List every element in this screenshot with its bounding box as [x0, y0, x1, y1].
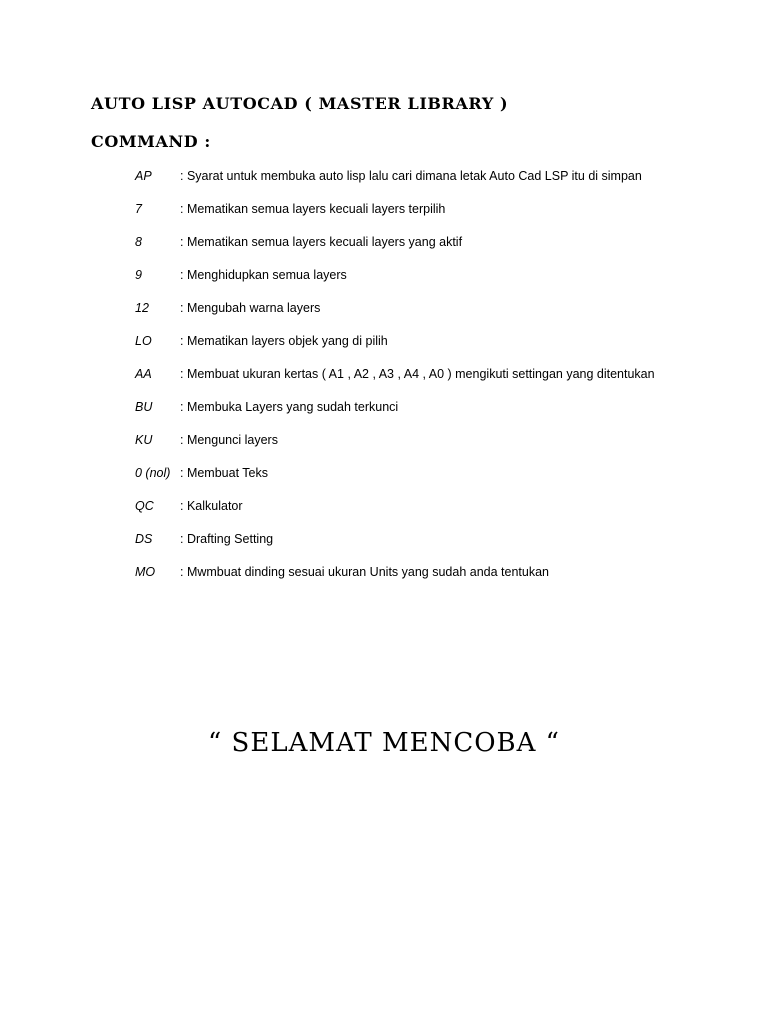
command-list	[135, 166, 695, 595]
command-description: : Mengunci layers	[180, 433, 278, 447]
command-row	[135, 364, 695, 397]
command-row	[135, 496, 695, 529]
command-row	[135, 199, 695, 232]
command-row	[135, 463, 695, 496]
command-code: LO	[135, 334, 152, 348]
command-code: 12	[135, 301, 149, 315]
command-description: : Drafting Setting	[180, 532, 274, 546]
closing-message: “ SELAMAT MENCOBA “	[208, 728, 560, 758]
command-heading: COMMAND :	[91, 132, 211, 151]
command-code: AA	[135, 367, 152, 381]
document-title: AUTO LISP AUTOCAD ( MASTER LIBRARY )	[91, 94, 509, 113]
command-row	[135, 562, 695, 595]
command-description: : Mematikan semua layers kecuali layers yang aktif	[180, 235, 463, 249]
command-description: : Membuat ukuran kertas ( A1 , A2 , A3 , A4 , A0 ) mengikuti settingan yang ditentukan	[180, 367, 655, 381]
command-code: DS	[135, 532, 153, 546]
command-code: AP	[135, 169, 152, 183]
command-code: 7	[135, 202, 142, 216]
command-row	[135, 331, 695, 364]
command-description: : Mengubah warna layers	[180, 301, 321, 315]
command-row	[135, 529, 695, 562]
command-description: : Mematikan layers objek yang di pilih	[180, 334, 388, 348]
command-code: 8	[135, 235, 142, 249]
command-description: : Mematikan semua layers kecuali layers terpilih	[180, 202, 446, 216]
command-description: : Menghidupkan semua layers	[180, 268, 347, 282]
command-description: : Syarat untuk membuka auto lisp lalu cari dimana letak Auto Cad LSP itu di simpan	[180, 169, 642, 183]
command-description: : Mwmbuat dinding sesuai ukuran Units yang sudah anda tentukan	[180, 565, 549, 579]
command-row	[135, 298, 695, 331]
command-code: MO	[135, 565, 156, 579]
command-code: 9	[135, 268, 142, 282]
command-row	[135, 265, 695, 298]
command-code: KU	[135, 433, 153, 447]
command-description: : Membuka Layers yang sudah terkunci	[180, 400, 399, 414]
command-code: 0 (nol)	[135, 466, 171, 480]
command-row	[135, 397, 695, 430]
command-description: : Membuat Teks	[180, 466, 269, 480]
command-description: : Kalkulator	[180, 499, 243, 513]
command-row	[135, 430, 695, 463]
command-row	[135, 166, 695, 199]
command-row	[135, 232, 695, 265]
command-code: BU	[135, 400, 153, 414]
command-code: QC	[135, 499, 154, 513]
